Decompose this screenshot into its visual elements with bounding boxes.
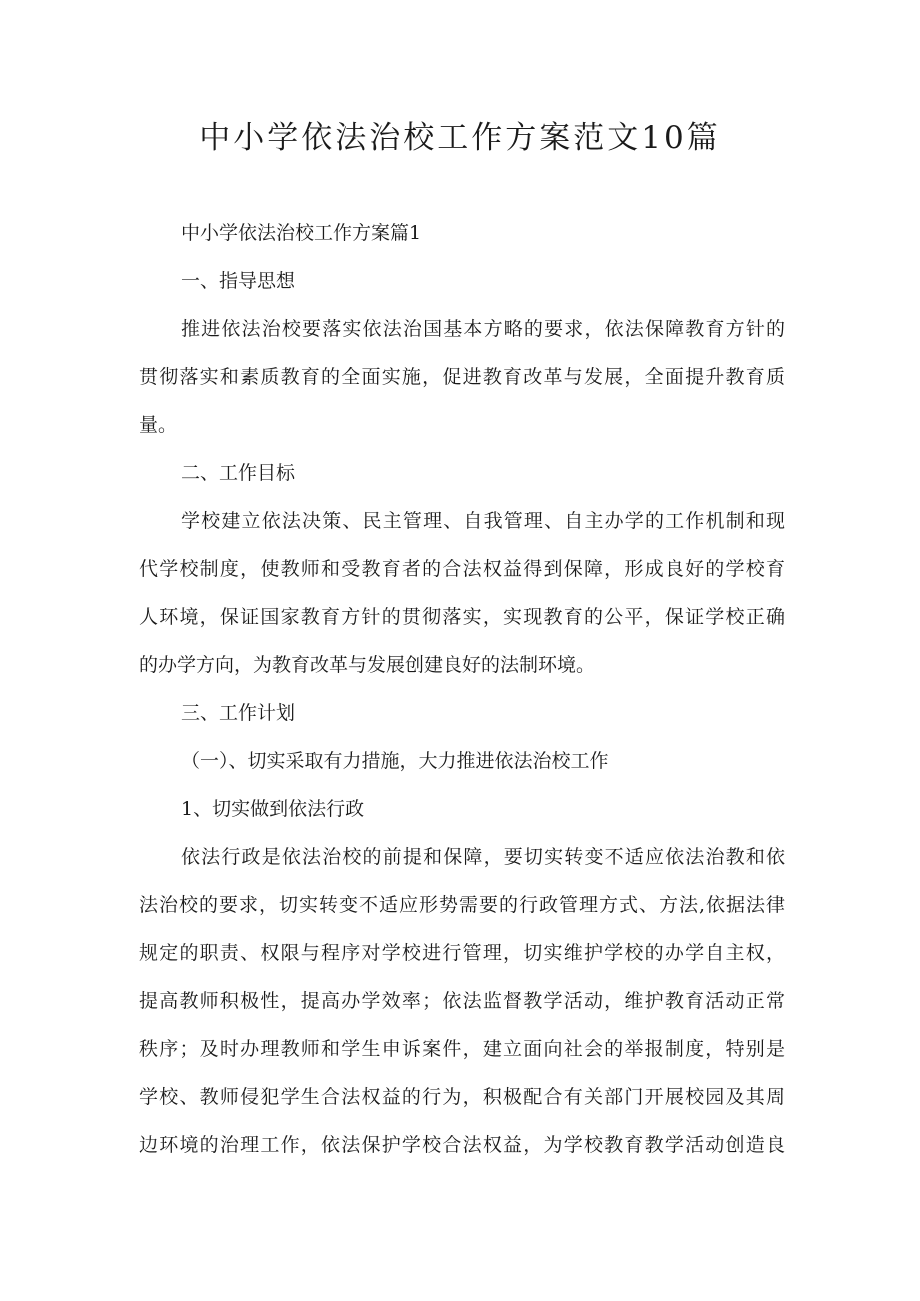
section-heading: 三、工作计划 — [181, 702, 296, 724]
paragraph-line: 代学校制度，使教师和受教育者的合法权益得到保障，形成良好的学校育 — [139, 558, 785, 580]
paragraph-line: 学校建立依法决策、民主管理、自我管理、自主办学的工作机制和现 — [181, 510, 785, 532]
paragraph-line: 人环境，保证国家教育方针的贯彻落实，实现教育的公平，保证学校正确 — [139, 606, 785, 628]
paragraph-line: 秩序；及时办理教师和学生申诉案件，建立面向社会的举报制度，特别是 — [139, 1038, 785, 1060]
paragraph-line: 学校、教师侵犯学生合法权益的行为，积极配合有关部门开展校园及其周 — [139, 1086, 785, 1108]
section-heading: 中小学依法治校工作方案篇1 — [181, 222, 422, 244]
paragraph-line: 贯彻落实和素质教育的全面实施，促进教育改革与发展，全面提升教育质 — [139, 366, 785, 388]
document-title: 中小学依法治校工作方案范文10篇 — [199, 120, 721, 156]
subsection-heading: 1、切实做到依法行政 — [181, 798, 365, 820]
paragraph-line: 量。 — [139, 414, 178, 436]
paragraph-line: 边环境的治理工作，依法保护学校合法权益，为学校教育教学活动创造良 — [139, 1134, 785, 1156]
subsection-heading: （一）、切实采取有力措施，大力推进依法治校工作 — [181, 750, 609, 772]
section-heading: 二、工作目标 — [181, 462, 296, 484]
paragraph-line: 规定的职责、权限与程序对学校进行管理，切实维护学校的办学自主权， — [139, 942, 785, 964]
paragraph-line: 法治校的要求，切实转变不适应形势需要的行政管理方式、方法,依据法律 — [139, 894, 785, 916]
paragraph-line: 依法行政是依法治校的前提和保障，要切实转变不适应依法治教和依 — [181, 846, 785, 868]
paragraph-line: 推进依法治校要落实依法治国基本方略的要求，依法保障教育方针的 — [181, 318, 785, 340]
section-heading: 一、指导思想 — [181, 270, 296, 292]
paragraph-line: 提高教师积极性，提高办学效率；依法监督教学活动，维护教育活动正常 — [139, 990, 785, 1012]
paragraph-line: 的办学方向，为教育改革与发展创建良好的法制环境。 — [139, 654, 596, 676]
